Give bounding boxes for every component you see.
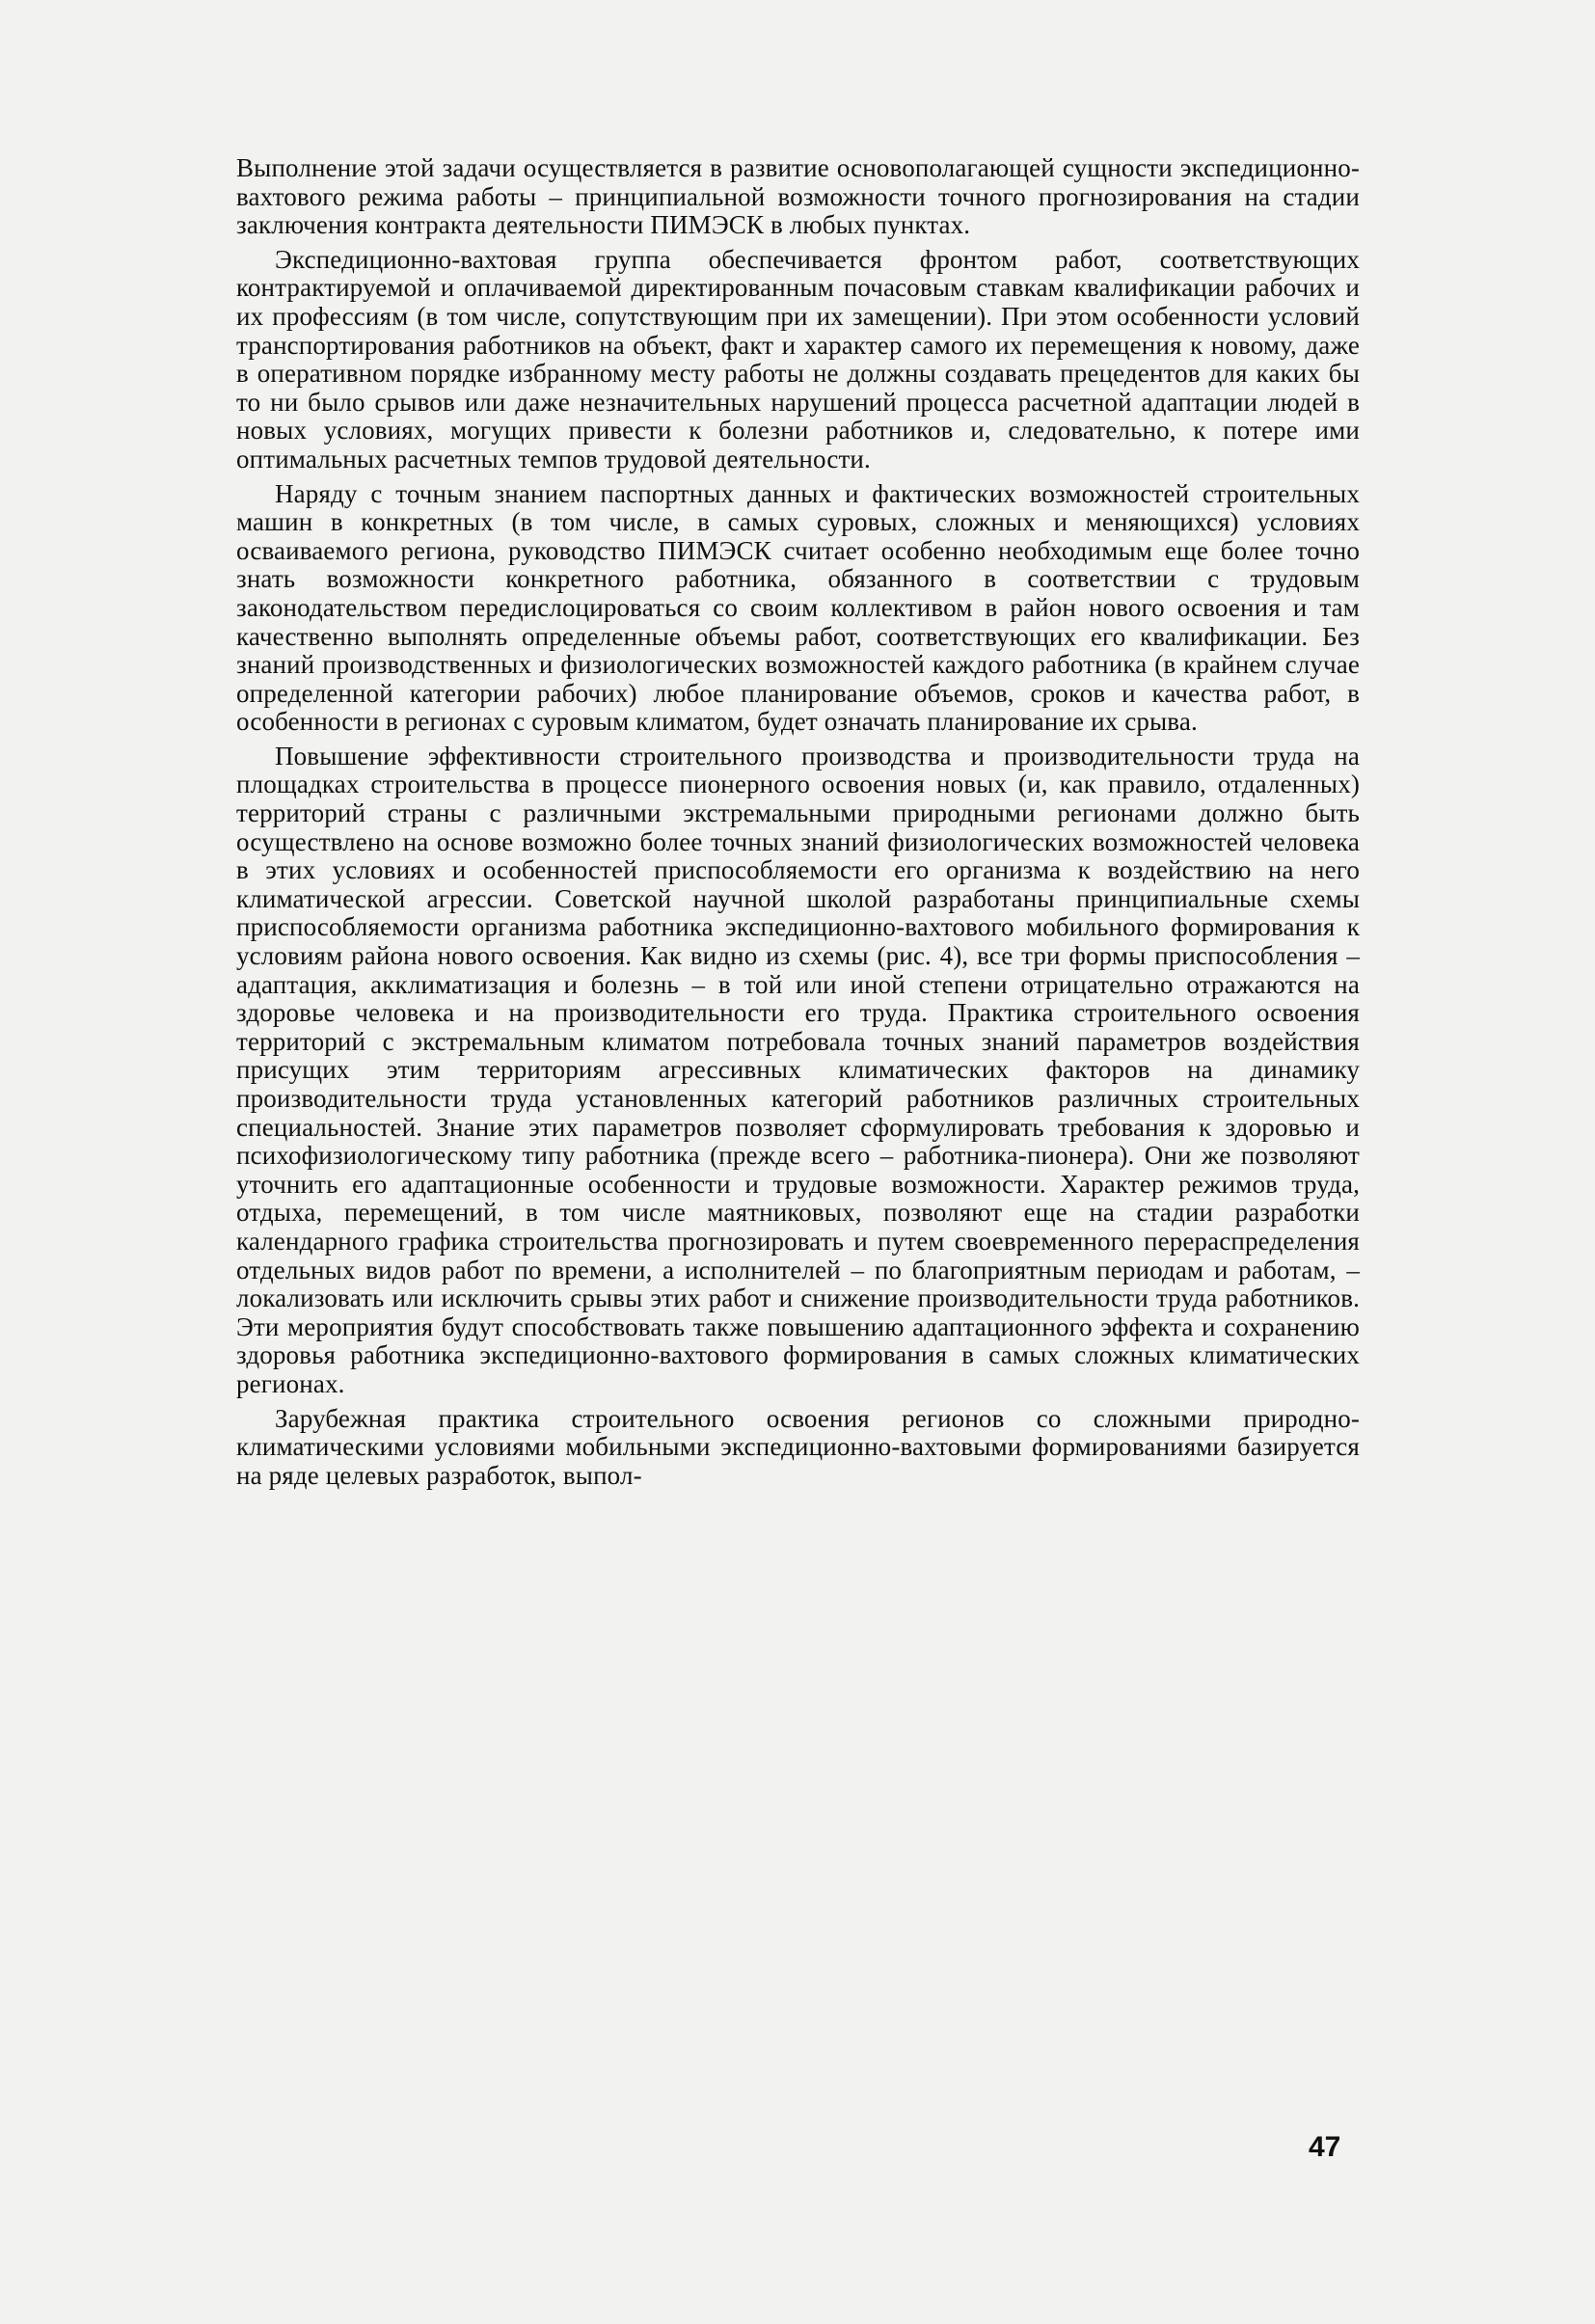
page-number: 47 <box>1309 2131 1341 2163</box>
paragraph: Зарубежная практика строительного освоения регионов со сложными природно-климатическими условиями мобильными экспедиционно-вахтовыми формированиями базируется на ряде целевых разработок, выпол- <box>236 1403 1360 1490</box>
paragraph: Наряду с точным знанием паспортных данных и фактических возможностей строительных машин в конкретных (в том числе, в самых суровых, сложных и меняющихся) условиях осваиваемого региона, руководство ПИМЭСК считает особенно необходимым еще более точно знать возможности конкретного работника, обязанного в соответствии с трудовым законодательством передислоцироваться со своим коллективом в район нового освоения и там качественно выполнять определенные объемы работ, соответствующих его квалификации. Без знаний производственных и физиологических возможностей каждого работника (в крайнем случае определенной категории рабочих) любое планирование объемов, сроков и качества работ, в особенности в регионах с суровым климатом, будет означать планирование их срыва. <box>236 478 1360 737</box>
paragraph: Выполнение этой задачи осуществляется в развитие основополагающей сущности экспедиционно-вахтового режима работы – принципиальной возможности точного прогнозирования на стадии заключения контракта деятельности ПИМЭСК в любых пунктах. <box>236 153 1360 240</box>
body-text <box>236 154 1360 1496</box>
paragraph: Повышение эффективности строительного производства и производительности труда на площадках строительства в процессе пионерного освоения новых (и, как правило, отдаленных) территорий страны с различными экстремальными природными регионами должно быть осуществлено на основе возможно более точных знаний физиологических возможностей человека в этих условиях и особенностей приспособляемости его организма к воздействию на него климатической агрессии. Советской научной школой разработаны принципиальные схемы приспособляемости организма работника экспедиционно-вахтового мобильного формирования к условиям района нового освоения. Как видно из схемы (рис. 4), все три формы приспособления – адаптация, акклиматизация и болезнь – в той или иной степени отрицательно отражаются на здоровье человека и на производительности его труда. Практика строительного освоения территорий с экстремальным климатом потребовала точных знаний параметров воздействия присущих этим территориям агрессивных климатических факторов на динамику производительности труда установленных категорий работников различных строительных специальностей. Знание этих параметров позволяет сформулировать требования к здоровью и психофизиологическому типу работника (прежде всего – работника-пионера). Они же позволяют уточнить его адаптационные особенности и трудовые возможности. Характер режимов труда, отдыха, перемещений, в том числе маятниковых, позволяют еще на стадии разработки календарного графика строительства прогнозировать и путем своевременного перераспределения отдельных видов работ по времени, а исполнителей – по благоприятным периодам и работам, – локализовать или исключить срывы этих работ и снижение производительности труда работников. Эти мероприятия будут способствовать также повышению адаптационного эффекта и сохранению здоровья работника экспедиционно-вахтового формирования в самых сложных климатических регионах. <box>236 741 1360 1398</box>
paragraph: Экспедиционно-вахтовая группа обеспечивается фронтом работ, соответствующих контрактируемой и оплачиваемой директированным почасовым ставкам квалификации рабочих и их профессиям (в том числе, сопутствующим при их замещении). При этом особенности условий транспортирования работников на объект, факт и характер самого их перемещения к новому, даже в оперативном порядке избранному месту работы не должны создавать прецедентов для каких бы то ни было срывов или даже незначительных нарушений процесса расчетной адаптации людей в новых условиях, могущих привести к болезни работников и, следовательно, к потере ими оптимальных расчетных темпов трудовой деятельности. <box>236 244 1360 473</box>
